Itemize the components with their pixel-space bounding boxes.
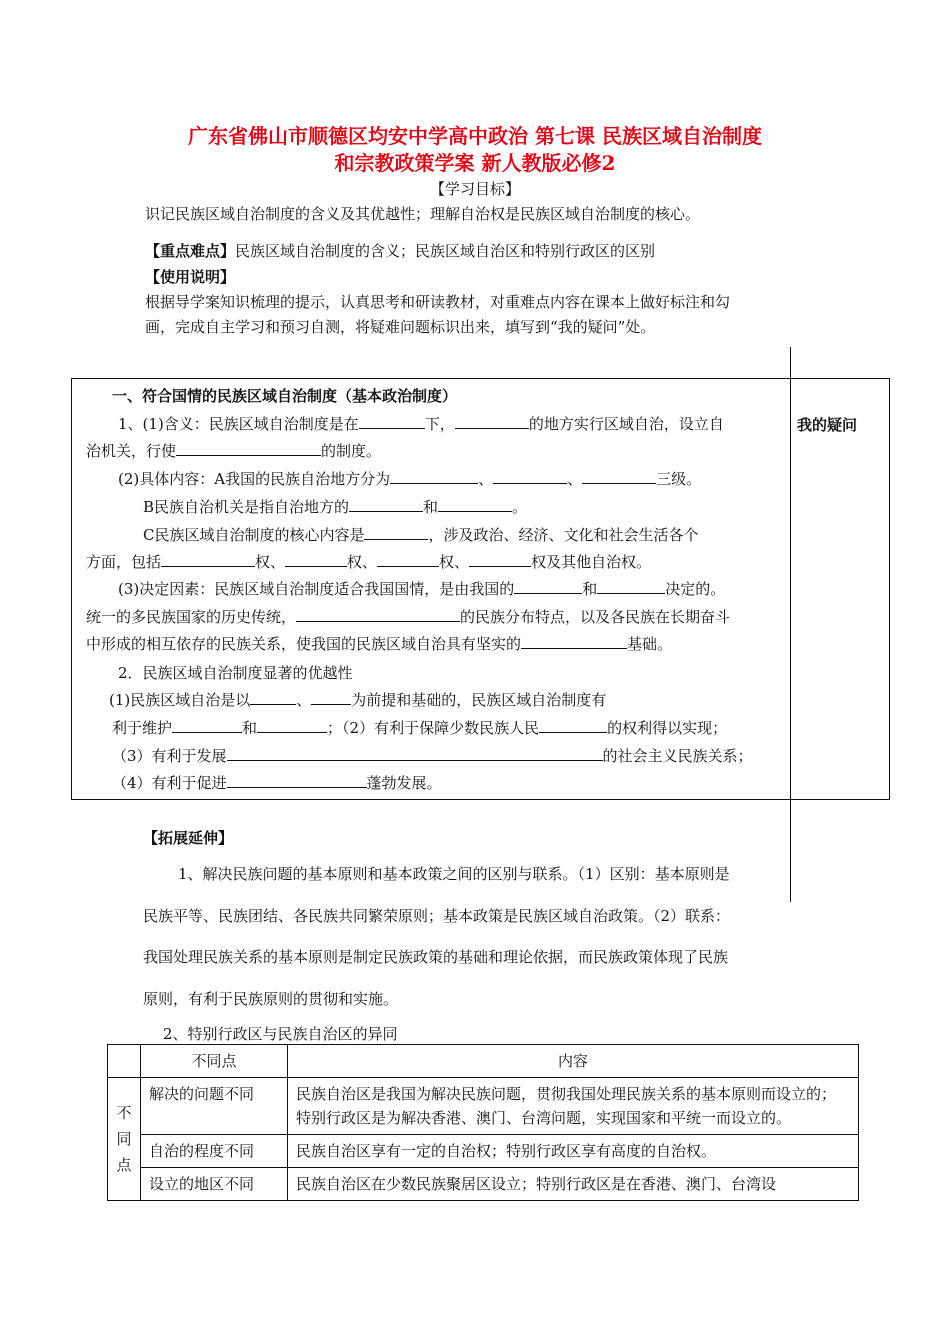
- s1-line12: 利于维护 和 ；（2）有利于保障少数民族人民 的权利得以实现；: [112, 719, 728, 737]
- table-cell-content: 民族自治区享有一定的自治权；特别行政区享有高度的自治权。: [288, 1135, 859, 1168]
- table-header-blank: [108, 1045, 141, 1078]
- fill-blank[interactable]: [438, 496, 512, 512]
- usage-label: 【使用说明】: [145, 268, 236, 286]
- page-title-line2: 和宗教政策学案 新人教版必修2: [334, 151, 616, 175]
- key-points: [145, 240, 655, 261]
- s1-line13: （3）有利于发展 的社会主义民族关系；: [112, 747, 753, 765]
- table-title: 2、特别行政区与民族自治区的异同: [163, 1025, 398, 1043]
- table-cell-point: 设立的地区不同: [141, 1168, 288, 1201]
- table-cell-content: 民族自治区在少数民族聚居区设立；特别行政区是在香港、澳门、台湾设: [288, 1168, 859, 1201]
- fill-blank[interactable]: [349, 496, 423, 512]
- table-cell-content: 民族自治区是我国为解决民族问题，贯彻我国处理民族关系的基本原则而设立的；特别行政区是为解决香港、澳门、台湾问题，实现国家和平统一而设立的。: [288, 1078, 859, 1135]
- fill-blank[interactable]: [161, 551, 255, 567]
- s1-line3: (2)具体内容：A我国的民族自治地方分为 、 、 三级。: [118, 470, 702, 488]
- questions-divider: [790, 347, 791, 902]
- s1-line2: 治机关，行使 的制度。: [86, 442, 382, 460]
- table-row: [108, 1135, 859, 1168]
- key-points-label: 【重点难点】: [145, 242, 236, 260]
- fill-blank[interactable]: [521, 633, 627, 649]
- fill-blank[interactable]: [514, 578, 582, 594]
- comparison-table: [107, 1044, 859, 1201]
- fill-blank[interactable]: [227, 772, 367, 788]
- objectives-text: 识记民族区域自治制度的含义及其优越性；理解自治权是民族区域自治制度的核心。: [145, 205, 701, 223]
- fill-blank[interactable]: [227, 745, 603, 761]
- s1-line1: 1、(1)含义：民族区域自治制度是在 下， 的地方实行区域自治，设立自: [118, 415, 724, 433]
- side-label-text: 不 同 点: [116, 1104, 132, 1174]
- s1-line4: B民族自治机关是指自治地方的 和 。: [143, 498, 528, 516]
- objectives-heading: 【学习目标】: [429, 180, 520, 198]
- fill-blank[interactable]: [311, 689, 351, 705]
- s1-line8: 统一的多民族国家的历史传统， 的民族分布特点，以及各民族在长期奋斗: [86, 608, 731, 626]
- side-label: [108, 1078, 141, 1201]
- fill-blank[interactable]: [176, 440, 321, 456]
- fill-blank[interactable]: [390, 468, 478, 484]
- table-row: [108, 1168, 859, 1201]
- table-cell-point: 解决的问题不同: [141, 1078, 288, 1135]
- table-header-row: [108, 1045, 859, 1078]
- fill-blank[interactable]: [285, 551, 347, 567]
- table-cell-point: 自治的程度不同: [141, 1135, 288, 1168]
- s1-line11: (1)民族区域自治是以 、 为前提和基础的，民族区域自治制度有: [109, 691, 607, 709]
- table-header-content: 内容: [288, 1045, 859, 1078]
- fill-blank[interactable]: [296, 606, 460, 622]
- table-row: [108, 1078, 859, 1135]
- usage-line1: 根据导学案知识梳理的提示，认真思考和研读教材，对重难点内容在课本上做好标注和勾: [145, 293, 731, 311]
- key-points-text: 民族区域自治制度的含义；民族区域自治区和特别行政区的区别: [235, 242, 656, 260]
- my-questions-label: 我的疑问: [797, 416, 858, 434]
- fill-blank[interactable]: [469, 551, 531, 567]
- s1-line14: （4）有利于促进 蓬勃发展。: [112, 774, 442, 792]
- extension-line2: 民族平等、民族团结、各民族共同繁荣原则；基本政策是民族区域自治政策。（2）联系：: [143, 907, 731, 925]
- fill-blank[interactable]: [257, 717, 327, 733]
- fill-blank[interactable]: [172, 717, 242, 733]
- extension-line4: 原则，有利于民族原则的贯彻和实施。: [143, 990, 399, 1008]
- extension-line1: 1、解决民族问题的基本原则和基本政策之间的区别与联系。（1）区别：基本原则是: [178, 865, 730, 883]
- fill-blank[interactable]: [493, 468, 567, 484]
- extension-heading: 【拓展延伸】: [143, 829, 234, 847]
- fill-blank[interactable]: [582, 468, 656, 484]
- table-header-point: 不同点: [141, 1045, 288, 1078]
- fill-blank[interactable]: [250, 689, 296, 705]
- s1-line5: C民族区域自治制度的核心内容是 ，涉及政治、经济、文化和社会生活各个: [143, 526, 699, 544]
- s1-line9: 中形成的相互依存的民族关系，使我国的民族区域自治具有坚实的 基础。: [86, 635, 673, 653]
- fill-blank[interactable]: [377, 551, 439, 567]
- s1-line7: (3)决定因素：民族区域自治制度适合我国国情，是由我国的 和 决定的。: [118, 580, 726, 598]
- s1-line6: 方面，包括 权、 权、 权、 权及其他自治权。: [86, 553, 652, 571]
- fill-blank[interactable]: [455, 413, 529, 429]
- fill-blank[interactable]: [359, 413, 425, 429]
- section1-heading: 一、符合国情的民族区域自治制度（基本政治制度）: [112, 387, 458, 405]
- fill-blank[interactable]: [539, 717, 607, 733]
- s1-line10: 2．民族区域自治制度显著的优越性: [118, 664, 353, 682]
- usage-line2: 画，完成自主学习和预习自测，将疑难问题标识出来，填写到“我的疑问”处。: [145, 318, 656, 336]
- fill-blank[interactable]: [597, 578, 665, 594]
- page-title-line1: 广东省佛山市顺德区均安中学高中政治 第七课 民族区域自治制度: [188, 124, 762, 148]
- extension-line3: 我国处理民族关系的基本原则是制定民族政策的基础和理论依据，而民族政策体现了民族: [143, 948, 729, 966]
- fill-blank[interactable]: [364, 524, 428, 540]
